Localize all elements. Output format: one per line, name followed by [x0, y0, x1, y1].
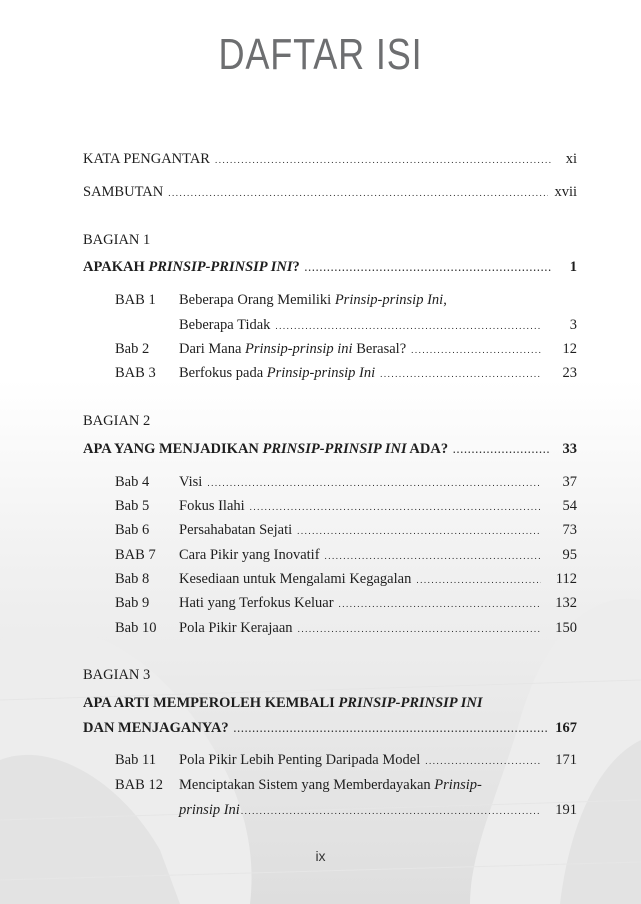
part-label: BAGIAN 2: [83, 413, 151, 429]
chapter-number: Bab 5: [115, 498, 150, 514]
heading-segment-italic: PRINSIP-PRINSIP INI: [338, 695, 483, 711]
chapter-page: 132: [555, 595, 577, 611]
chapter-title: [179, 292, 447, 309]
chapter-title: Fokus Ilahi: [179, 498, 245, 514]
chapter-number: Bab 4: [115, 474, 150, 490]
title-segment: Dari Mana: [179, 341, 246, 357]
chapter-page: 191: [555, 802, 577, 818]
chapter-title: Cara Pikir yang Inovatif: [179, 547, 320, 563]
toc-entry-page: xvii: [554, 184, 577, 200]
chapter-page: 95: [562, 547, 577, 563]
chapter-title: [179, 365, 375, 382]
chapter-number: Bab 6: [115, 522, 150, 538]
part-page: 1: [569, 259, 577, 275]
title-segment: Berfokus pada: [179, 365, 267, 381]
dot-leader: [168, 189, 548, 198]
chapter-title: Pola Pikir Lebih Penting Daripada Model: [179, 752, 421, 768]
part-label: BAGIAN 3: [83, 667, 151, 683]
toc-entry-page: xi: [565, 151, 577, 167]
page-title: DAFTAR ISI: [218, 30, 423, 79]
title-segment-italic: Prinsip-prinsip ini: [245, 341, 353, 357]
part-page: 167: [555, 720, 577, 736]
chapter-page: 54: [562, 498, 577, 514]
chapter-entry-continuation[interactable]: [115, 312, 577, 334]
chapter-entry[interactable]: [115, 517, 577, 539]
chapter-page: 112: [555, 571, 577, 587]
dot-leader: [453, 446, 551, 455]
dot-leader: [250, 503, 541, 512]
dot-leader: [305, 264, 551, 273]
dot-leader: [411, 346, 541, 355]
chapter-title: Visi: [179, 474, 203, 490]
heading-segment: ?: [292, 259, 300, 275]
title-segment-italic: Prinsip-prinsip Ini: [334, 292, 444, 308]
dot-leader: [275, 322, 541, 331]
chapter-number: Bab 10: [115, 620, 157, 636]
title-segment: ,: [443, 292, 447, 308]
chapter-number: Bab 11: [115, 752, 156, 768]
part-heading-text: [83, 259, 300, 276]
part-heading-text: [83, 695, 483, 712]
toc-entry-kata-pengantar[interactable]: [83, 146, 577, 168]
title-segment-italic: Prinsip-: [434, 777, 482, 793]
chapter-entry[interactable]: [115, 615, 577, 637]
heading-segment-italic: PRINSIP-PRINSIP INI: [148, 259, 293, 275]
chapter-entry[interactable]: [115, 566, 577, 588]
chapter-entry[interactable]: [115, 287, 577, 309]
chapter-page: 3: [569, 317, 577, 333]
chapter-number: BAB 1: [115, 292, 156, 308]
chapter-title: Kesediaan untuk Mengalami Kegagalan: [179, 571, 412, 587]
chapter-number: BAB 7: [115, 547, 156, 563]
chapter-page: 23: [562, 365, 577, 381]
heading-segment: APAKAH: [83, 259, 149, 275]
dot-leader: [234, 725, 550, 734]
heading-segment-italic: PRINSIP-PRINSIP INI: [262, 441, 407, 457]
dot-leader: [215, 156, 551, 165]
chapter-title: [179, 777, 482, 794]
chapter-page: 150: [555, 620, 577, 636]
part-heading[interactable]: [83, 436, 577, 458]
heading-segment: APA ARTI MEMPEROLEH KEMBALI: [83, 695, 339, 711]
chapter-entry[interactable]: [115, 493, 577, 515]
chapter-entry[interactable]: [115, 772, 577, 794]
dot-leader: [425, 757, 541, 766]
chapter-number: BAB 3: [115, 365, 156, 381]
part-heading-text: DAN MENJAGANYA?: [83, 720, 229, 736]
chapter-entry[interactable]: [115, 336, 577, 358]
chapter-entry[interactable]: [115, 747, 577, 769]
chapter-title: prinsip Ini: [179, 802, 240, 818]
chapter-page: 37: [562, 474, 577, 490]
dot-leader: [380, 370, 541, 379]
dot-leader: [297, 527, 541, 536]
chapter-title: [179, 341, 406, 358]
dot-leader: [339, 600, 541, 609]
chapter-page: 171: [555, 752, 577, 768]
chapter-entry[interactable]: [115, 469, 577, 491]
chapter-number: Bab 2: [115, 341, 150, 357]
chapter-title: Hati yang Terfokus Keluar: [179, 595, 334, 611]
part-page: 33: [562, 441, 577, 457]
chapter-page: 12: [562, 341, 577, 357]
chapter-number: Bab 8: [115, 571, 150, 587]
chapter-page: 73: [562, 522, 577, 538]
toc-entry-label: KATA PENGANTAR: [83, 151, 210, 167]
chapter-number: Bab 9: [115, 595, 150, 611]
part-heading[interactable]: [83, 690, 577, 712]
chapter-entry[interactable]: [115, 542, 577, 564]
title-segment: Beberapa Orang Memiliki: [179, 292, 335, 308]
dot-leader: [298, 625, 541, 634]
dot-leader: [416, 576, 541, 585]
title-segment: Berasal?: [352, 341, 407, 357]
chapter-title: Persahabatan Sejati: [179, 522, 293, 538]
chapter-entry-continuation[interactable]: [115, 797, 577, 819]
chapter-number: BAB 12: [115, 777, 163, 793]
chapter-title: Beberapa Tidak: [179, 317, 271, 333]
dot-leader: [325, 552, 541, 561]
toc-entry-label: SAMBUTAN: [83, 184, 164, 200]
page-number: ix: [315, 848, 326, 864]
title-segment-italic: Prinsip-prinsip Ini: [266, 365, 376, 381]
chapter-entry[interactable]: [115, 360, 577, 382]
toc-entry-sambutan[interactable]: [83, 179, 577, 201]
part-heading-text: [83, 441, 448, 458]
heading-segment: ADA?: [406, 441, 449, 457]
heading-segment: APA YANG MENJADIKAN: [83, 441, 263, 457]
part-heading-continuation[interactable]: [83, 715, 577, 737]
part-label: BAGIAN 1: [83, 232, 151, 248]
chapter-title: Pola Pikir Kerajaan: [179, 620, 293, 636]
chapter-entry[interactable]: [115, 590, 577, 612]
dot-leader: [241, 807, 541, 816]
title-segment: Menciptakan Sistem yang Memberdayakan: [179, 777, 435, 793]
part-heading[interactable]: [83, 254, 577, 276]
dot-leader: [207, 479, 541, 488]
